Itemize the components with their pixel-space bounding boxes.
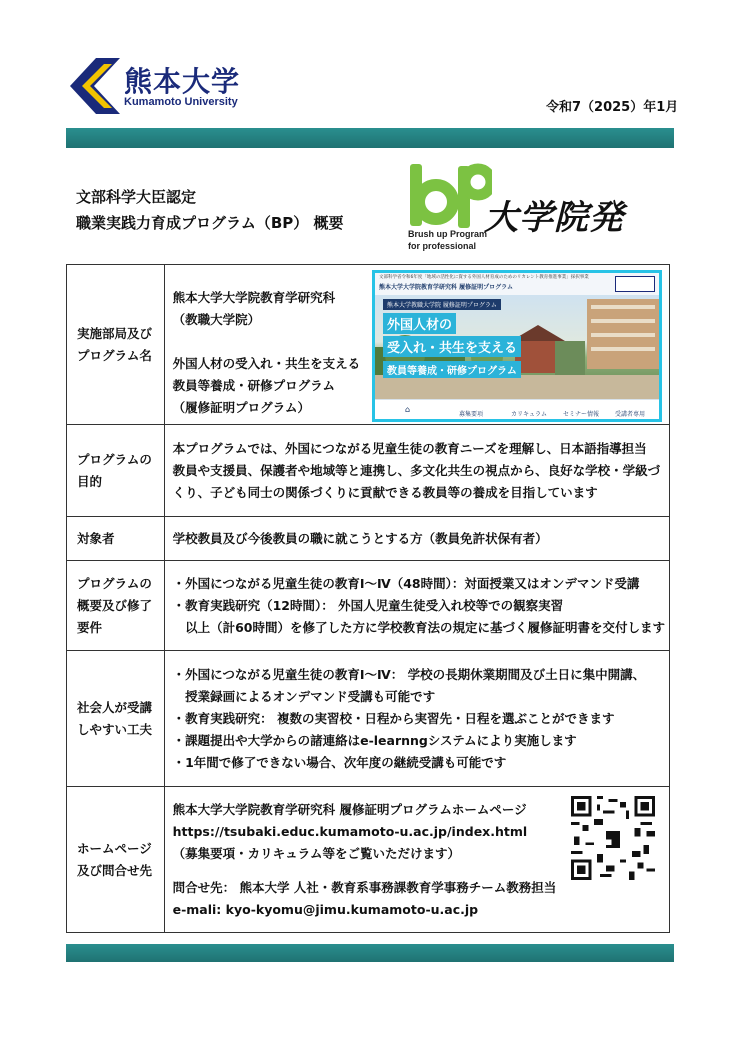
home-icon: ⌂ — [405, 405, 411, 414]
row-label — [67, 425, 165, 517]
campus-photo — [375, 295, 659, 399]
banner-nav — [375, 399, 659, 419]
banner-header-title: 熊本大学大学院教育学研究科 履修証明プログラム — [379, 284, 514, 291]
table-row — [67, 561, 670, 651]
row-label — [67, 517, 165, 561]
table-row — [67, 425, 670, 517]
row-content — [164, 561, 669, 651]
content-line: 熊本大学大学院教育学研究科 — [172, 290, 336, 305]
row-content — [164, 425, 669, 517]
issue-date: 令和7（2025）年1月 — [546, 100, 679, 115]
header-divider-bar — [66, 128, 674, 148]
row-label-line: 要件 — [77, 619, 103, 635]
content-line: 本プログラムでは、外国につながる児童生徒の教育ニーズを理解し、日本語指導担当 — [172, 440, 647, 456]
qr-code-icon — [571, 796, 655, 880]
content-line: 学校教員及び今後教員の職に就こうとする方（教員免許状保有者） — [172, 530, 548, 546]
row-label-line: 目的 — [77, 473, 103, 489]
row-label-line: 実施部局及び — [77, 325, 153, 341]
row-label-line: プログラム名 — [77, 347, 152, 363]
university-name-en: Kumamoto University — [124, 96, 238, 108]
university-logo-mark — [66, 58, 120, 114]
content-line: ・課題提出や大学からの諸連絡はe-learnngシステムにより実施します — [172, 732, 577, 748]
row-label — [67, 561, 165, 651]
row-label — [67, 651, 165, 787]
banner-headline-3: 教員等養成・研修プログラム — [383, 361, 521, 378]
homepage-note: （募集要項・カリキュラム等をご覧いただけます） — [172, 845, 460, 861]
title-line-1: 文部科学大臣認定 — [76, 188, 197, 206]
program-website-banner — [372, 270, 662, 422]
banner-nav-item: 受講者専用 — [615, 411, 646, 418]
footer-divider-bar — [66, 944, 674, 962]
row-label — [67, 787, 165, 933]
content-line: ・外国につながる児童生徒の教育Ⅰ～Ⅳ： 学校の長期休業期間及び土日に集中開講、 — [172, 666, 646, 682]
row-label-line: 対象者 — [77, 530, 115, 546]
row-label-line: 社会人が受講 — [77, 699, 153, 715]
banner-nav-item: カリキュラム — [511, 411, 547, 418]
row-label-line: ホームページ — [77, 840, 152, 856]
row-label-line: 概要及び修了 — [77, 597, 153, 613]
row-label-line: プログラムの — [77, 575, 152, 591]
contact-office: 問合せ先： 熊本大学 人社・教育系事務課教育学事務チーム教務担当 — [172, 879, 557, 895]
title-line-2: 職業実践力育成プログラム（BP） 概要 — [76, 214, 344, 232]
content-line: 教員等養成・研修プログラム — [172, 378, 335, 393]
content-line: ・1年間で修了できない場合、次年度の継続受講も可能です — [172, 754, 507, 770]
content-line: くり、子ども同士の関係づくりに貢献できる教員等の養成を目指しています — [172, 484, 598, 500]
banner-university-logo — [615, 276, 655, 292]
row-content — [164, 517, 669, 561]
table-row — [67, 651, 670, 787]
content-line: 外国人材の受入れ・共生を支える — [172, 356, 361, 371]
bp-logo-mark — [408, 162, 492, 228]
banner-headline-2: 受入れ・共生を支える — [383, 336, 521, 357]
row-content — [164, 651, 669, 787]
content-line: （教職大学院） — [172, 312, 261, 327]
bp-tagline: 大学院発 — [484, 198, 624, 238]
bp-logo-subtitle-2: for professional — [408, 241, 477, 251]
row-label-line: プログラムの — [77, 451, 152, 467]
row-label-line: 及び問合せ先 — [77, 862, 153, 878]
homepage-title: 熊本大学大学院教育学研究科 履修証明プログラムホームページ — [172, 801, 527, 817]
university-name-jp: 熊本大学 — [124, 65, 241, 98]
content-line: 以上（計60時間）を修了した方に学校教育法の規定に基づく履修証明書を交付します — [172, 619, 665, 635]
content-line: 教員や支援員、保護者や地域等と連携し、多文化共生の視点から、良好な学校・学級づ — [172, 462, 661, 478]
row-label-line: しやすい工夫 — [77, 721, 153, 737]
banner-header — [375, 273, 659, 295]
content-line: 授業録画によるオンデマンド受講も可能です — [172, 688, 436, 704]
banner-nav-item: セミナー情報 — [563, 411, 600, 418]
content-line: （履修証明プログラム） — [172, 400, 310, 415]
row-label — [67, 265, 165, 425]
banner-ribbon: 熊本大学教職大学院 履修証明プログラム — [383, 299, 501, 310]
banner-headline — [383, 313, 521, 378]
banner-nav-item: 募集要項 — [459, 411, 484, 418]
homepage-url-link[interactable]: https://tsubaki.educ.kumamoto-u.ac.jp/index.html — [172, 823, 528, 839]
banner-header-small: 文部科学省令和6年度「地域の活性化に資する外国人材育成のためのリカレント教育推進事業」採択事業 — [379, 275, 589, 280]
banner-headline-1: 外国人材の — [383, 313, 456, 334]
bp-logo-subtitle-1: Brush up Program — [408, 229, 488, 239]
table-row — [67, 517, 670, 561]
content-line: ・教育実践研究： 複数の実習校・日程から実習先・日程を選ぶことができます — [172, 710, 615, 726]
contact-email-link[interactable]: e-mali: kyo-kyomu@jimu.kumamoto-u.ac.jp — [172, 901, 479, 917]
content-line: ・教育実践研究（12時間）： 外国人児童生徒受入れ校等での観察実習 — [172, 597, 564, 613]
content-line: ・外国につながる児童生徒の教育Ⅰ～Ⅳ（48時間）：対面授業又はオンデマンド受講 — [172, 575, 640, 591]
